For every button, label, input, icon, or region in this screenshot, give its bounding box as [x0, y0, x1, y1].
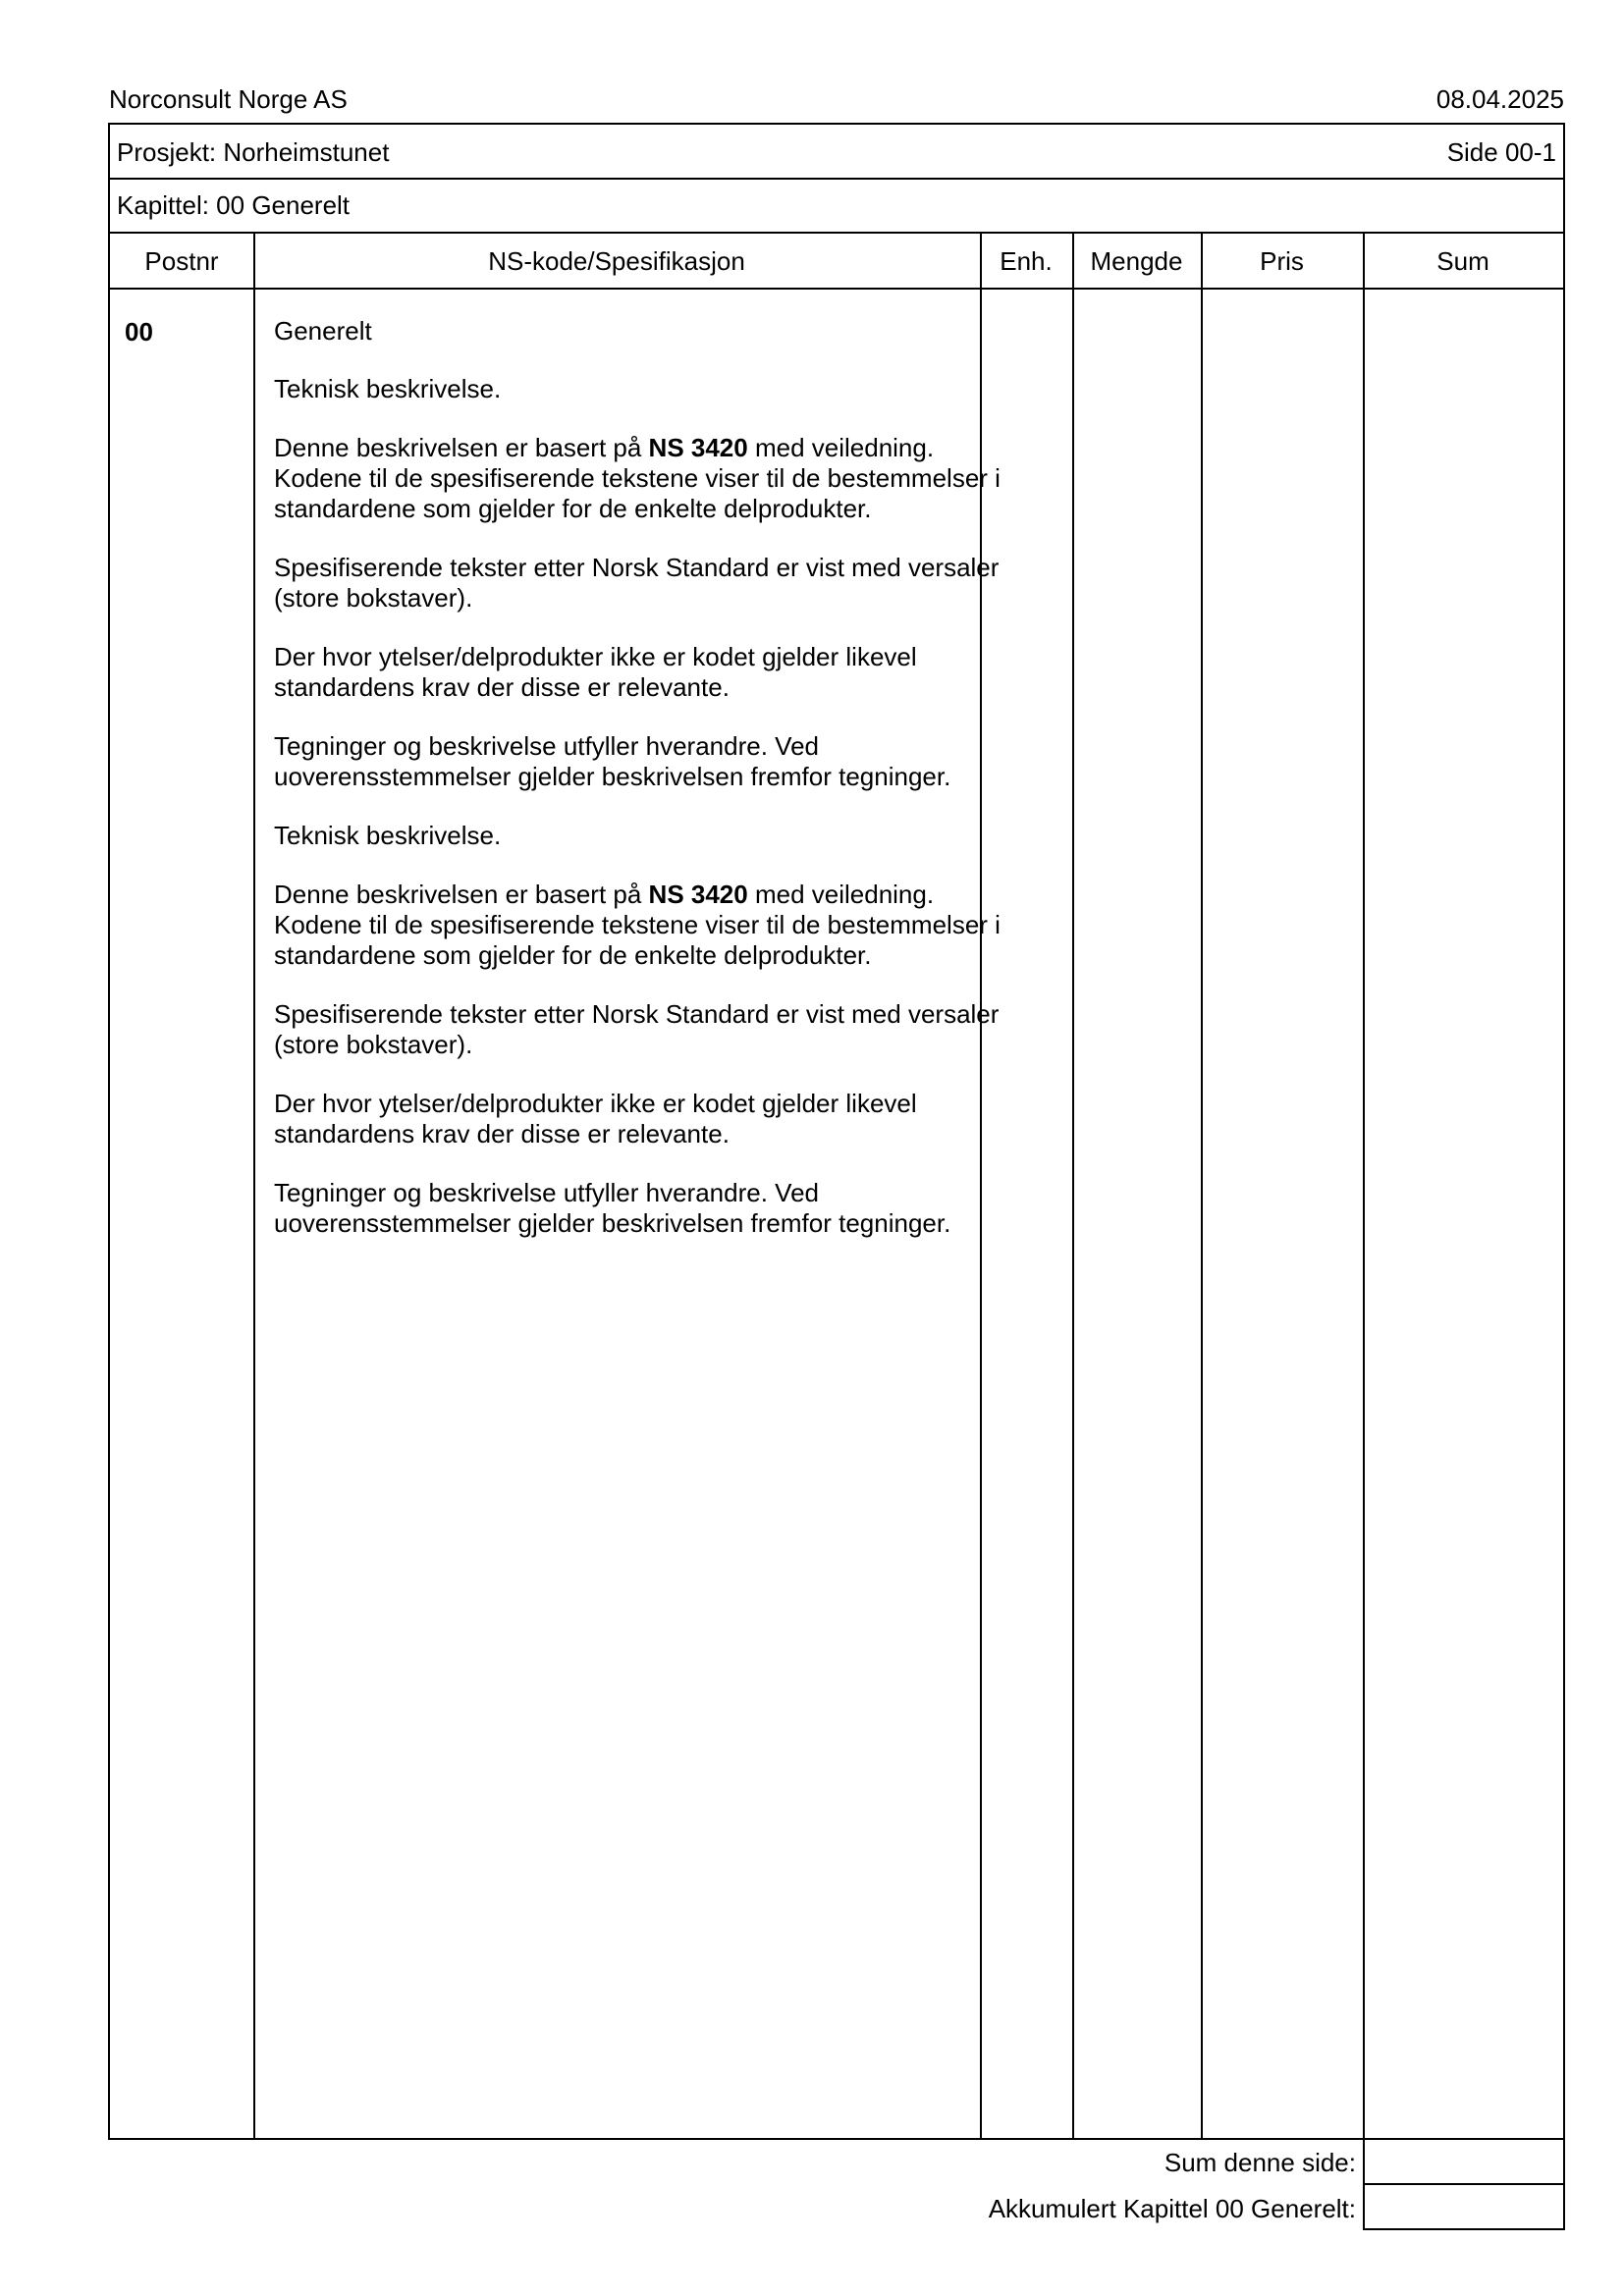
paragraph: Denne beskrivelsen er basert på NS 3420 med veiledning. Kodene til de spesifiserende tekstene viser til de bestemmelser i standardene som gjelder for de enkelte delprodukter.	[274, 433, 1001, 523]
specification-text	[274, 316, 1020, 1267]
block-heading: Teknisk beskrivelse.	[274, 821, 502, 850]
project-name: Prosjekt: Norheimstunet	[117, 137, 390, 167]
column-divider	[1072, 234, 1074, 2138]
paragraph: Tegninger og beskrivelse utfyller hverandre. Ved uoverensstemmelser gjelder beskrivelsen fremfor tegninger.	[274, 1178, 951, 1238]
accumulated-label: Akkumulert Kapittel 00 Generelt:	[988, 2194, 1356, 2223]
column-divider	[1201, 234, 1203, 2138]
column-header-sum: Sum	[1436, 246, 1489, 276]
specification-table	[108, 232, 1565, 2140]
chapter-name: Kapittel: 00 Generelt	[117, 190, 351, 220]
post-title: Generelt	[274, 316, 372, 346]
chapter-row	[108, 178, 1565, 234]
company-name: Norconsult Norge AS	[109, 84, 348, 114]
paragraph: Tegninger og beskrivelse utfyller hverandre. Ved uoverensstemmelser gjelder beskrivelsen fremfor tegninger.	[274, 731, 951, 791]
column-header-postnr: Postnr	[144, 246, 219, 276]
document-date: 08.04.2025	[1435, 84, 1564, 114]
column-header-spec: NS-kode/Spesifikasjon	[488, 246, 745, 276]
paragraph: Spesifiserende tekster etter Norsk Standard er vist med versaler (store bokstaver).	[274, 999, 1000, 1059]
column-divider	[253, 234, 255, 2138]
sum-page-field	[1363, 2138, 1565, 2185]
paragraph: Der hvor ytelser/delprodukter ikke er kodet gjelder likevel standardens krav der disse er relevante.	[274, 642, 917, 702]
block-heading: Teknisk beskrivelse.	[274, 374, 502, 403]
description-block	[274, 374, 1020, 792]
standard-reference: NS 3420	[648, 433, 748, 462]
column-header-unit: Enh.	[1000, 246, 1053, 276]
column-divider	[1363, 234, 1365, 2138]
column-header-price: Pris	[1260, 246, 1304, 276]
paragraph: Spesifiserende tekster etter Norsk Standard er vist med versaler (store bokstaver).	[274, 553, 1000, 613]
column-header-quantity: Mengde	[1090, 246, 1183, 276]
post-number: 00	[125, 317, 153, 347]
sum-page-label: Sum denne side:	[1164, 2148, 1356, 2177]
page-number: Side 00-1	[1446, 137, 1556, 167]
paragraph: Der hvor ytelser/delprodukter ikke er kodet gjelder likevel standardens krav der disse er relevante.	[274, 1089, 917, 1148]
accumulated-field	[1363, 2183, 1565, 2230]
description-block	[274, 821, 1020, 1239]
project-row	[108, 123, 1565, 180]
paragraph: Denne beskrivelsen er basert på NS 3420 med veiledning. Kodene til de spesifiserende tekstene viser til de bestemmelser i standardene som gjelder for de enkelte delprodukter.	[274, 880, 1001, 970]
standard-reference: NS 3420	[648, 880, 748, 909]
header-divider	[110, 288, 1563, 290]
